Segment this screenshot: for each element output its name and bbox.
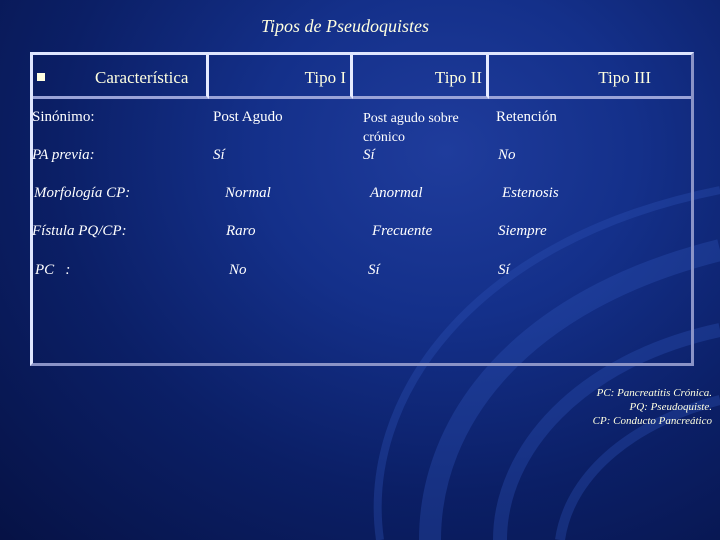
row-pc-type1: No <box>229 262 247 278</box>
bullet-icon <box>37 73 45 81</box>
header-cell-type2 <box>353 55 489 99</box>
row-pa-previa-type3: No <box>498 147 516 163</box>
header-cell-characteristic <box>33 55 209 99</box>
row-label-pa-previa: PA previa: <box>32 147 95 163</box>
header-type3: Tipo III <box>598 68 651 87</box>
table-frame <box>30 52 694 366</box>
row-label-morfologia: Morfología CP: <box>34 185 131 201</box>
row-pc-type3: Sí <box>498 262 510 278</box>
table-header <box>33 55 691 99</box>
note-pc: PC: Pancreatitis Crónica. <box>596 387 712 399</box>
row-sinonimo-type1: Post Agudo <box>213 109 283 125</box>
row-sinonimo-type2: Post agudo sobre crónico <box>363 111 459 145</box>
abbreviation-notes <box>593 386 712 428</box>
row-pc-type2: Sí <box>368 262 380 278</box>
row-fistula-type3: Siempre <box>498 223 547 239</box>
row-sinonimo-type3: Retención <box>496 109 557 125</box>
row-morfologia-type1: Normal <box>225 185 271 201</box>
header-type2: Tipo II <box>434 68 482 87</box>
header-cell-type3 <box>489 55 691 99</box>
slide-title: Tipos de Pseudoquistes <box>260 16 429 36</box>
row-label-pc: PC : <box>35 262 71 278</box>
row-fistula-type2: Frecuente <box>372 223 433 239</box>
row-pa-previa-type2: Sí <box>363 147 375 163</box>
note-cp: CP: Conducto Pancreático <box>592 415 712 427</box>
row-fistula-type1: Raro <box>226 223 256 239</box>
row-pa-previa-type1: Sí <box>213 147 225 163</box>
header-cell-type1 <box>209 55 353 99</box>
row-morfologia-type3: Estenosis <box>502 185 559 201</box>
row-label-sinonimo: Sinónimo: <box>32 109 95 125</box>
note-pq: PQ: Pseudoquiste. <box>629 401 712 413</box>
header-characteristic: Característica <box>95 68 189 87</box>
row-label-fistula: Fístula PQ/CP: <box>32 223 127 239</box>
row-morfologia-type2: Anormal <box>370 185 423 201</box>
header-type1: Tipo I <box>304 68 346 87</box>
